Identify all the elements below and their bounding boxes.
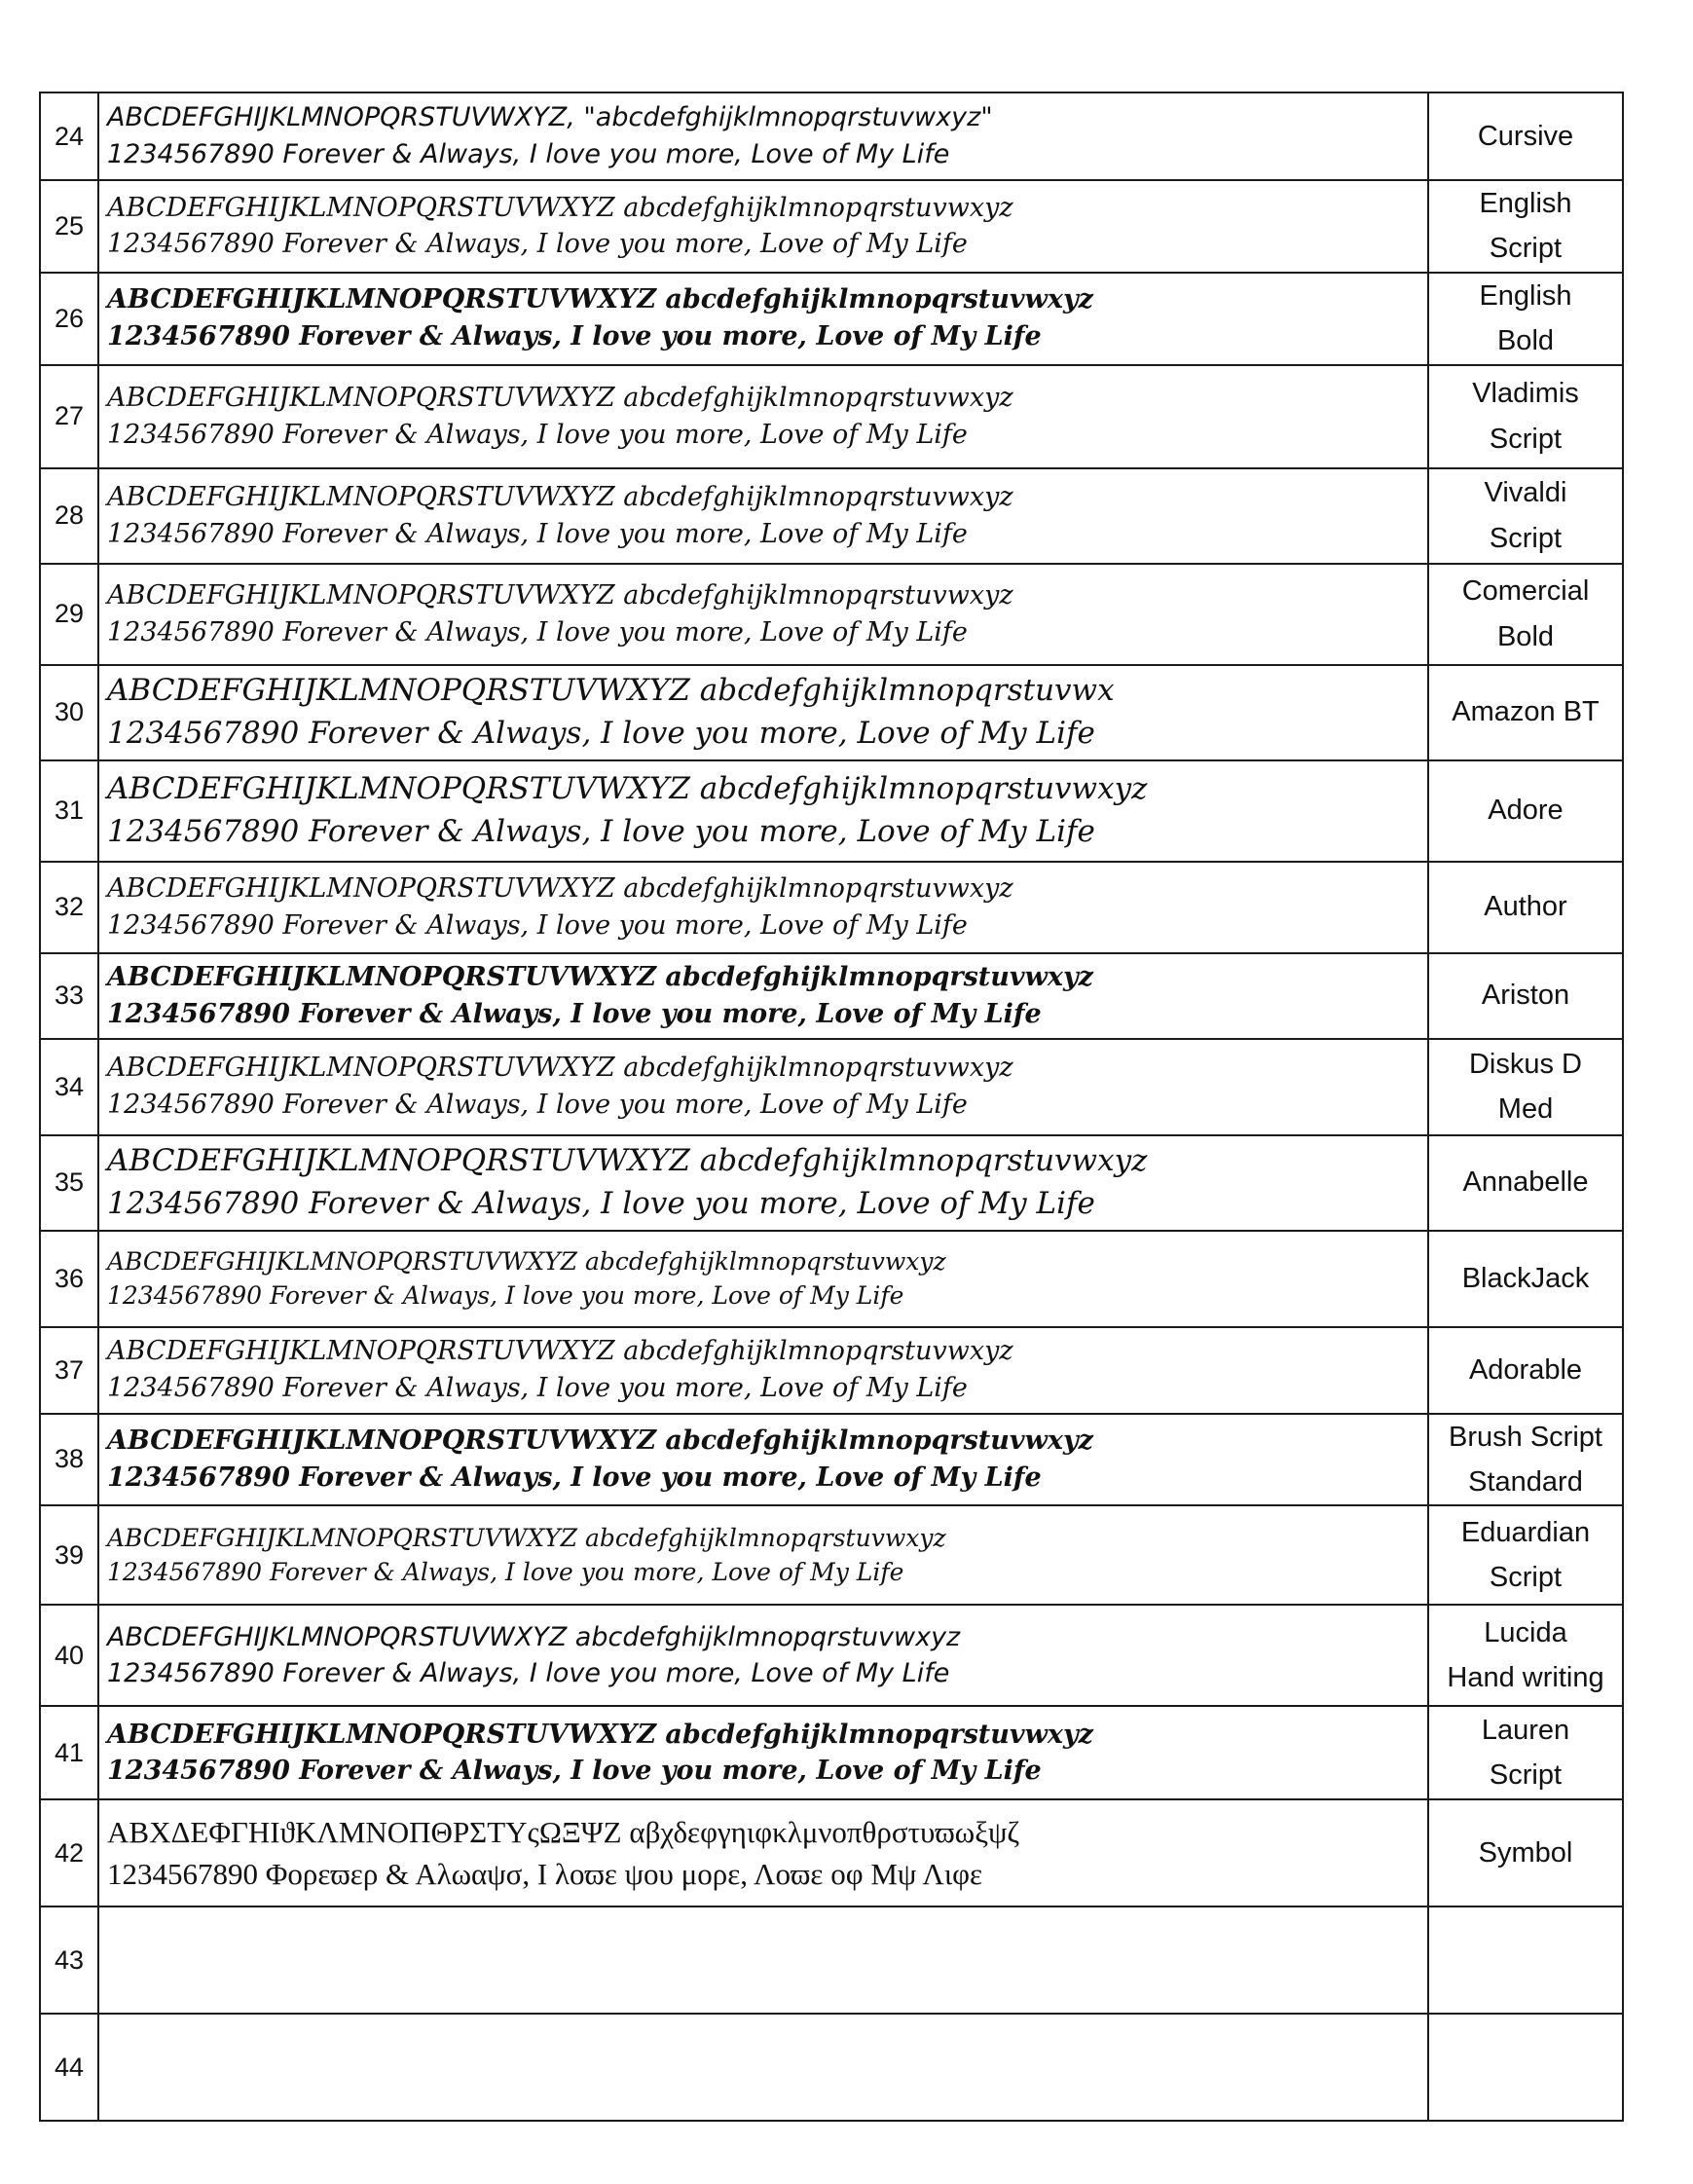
font-name-line2: Script: [1489, 522, 1563, 554]
sample-phrase-line: 1234567890 Forever & Always, I love you more, Love of My Life: [107, 518, 968, 549]
sample-alphabet-line: ABCDEFGHIJKLMNOPQRSTUVWXYZ abcdefghijklmnopqrstuvwxyz: [107, 1053, 1013, 1084]
font-sample: [98, 468, 1428, 564]
font-sample: [98, 1906, 1428, 2014]
font-sample: [98, 564, 1428, 665]
font-name-cell: [1428, 665, 1623, 760]
font-name-line2: Standard: [1468, 1465, 1583, 1498]
table-row: [40, 1505, 1623, 1605]
sample-phrase-line: 1234567890 Forever & Always, I love you more, Love of My Life: [107, 813, 1095, 849]
font-name-line2: Script: [1489, 1759, 1563, 1792]
sample-alphabet-line: ABCDEFGHIJKLMNOPQRSTUVWXYZ abcdefghijklmnopqrstuvwxyz: [107, 1524, 946, 1553]
table-row: [40, 953, 1623, 1039]
sample-alphabet-line: ABCDEFGHIJKLMNOPQRSTUVWXYZ abcdefghijklmnopqrstuvwxyz: [107, 1247, 946, 1277]
table-row: [40, 93, 1623, 180]
sample-alphabet-line: ABCDEFGHIJKLMNOPQRSTUVWXYZ abcdefghijklmnopqrstuvwxyz: [107, 1336, 1013, 1367]
table-row: [40, 1231, 1623, 1327]
font-sample: [98, 1505, 1428, 1605]
font-name-cell: [1428, 1799, 1623, 1906]
font-name: Symbol: [1478, 1837, 1573, 1869]
font-name-cell: [1428, 1906, 1623, 2014]
sample-phrase-line: 1234567890 Forever & Always, I love you more, Love of My Life: [107, 715, 1095, 751]
table-row: [40, 862, 1623, 953]
table-row: [40, 1414, 1623, 1506]
sample-alphabet-line: ABCDEFGHIJKLMNOPQRSTUVWXYZ abcdefghijklmnopqrstuvwxyz: [107, 1621, 961, 1652]
font-sample: [98, 1135, 1428, 1231]
sample-phrase-line: 1234567890 Forever & Always, I love you more, Love of My Life: [107, 1281, 904, 1311]
font-name: Vivaldi: [1484, 477, 1567, 509]
font-sample: [98, 1414, 1428, 1506]
sample-phrase-line: 1234567890 Forever & Always, I love you more, Love of My Life: [107, 1658, 950, 1689]
font-name-cell: [1428, 1706, 1623, 1799]
font-sample-table: [39, 92, 1624, 2122]
font-name-cell: [1428, 180, 1623, 273]
row-number: 40: [40, 1605, 98, 1706]
font-name-line2: Script: [1489, 233, 1563, 265]
table-row: [40, 1706, 1623, 1799]
font-name: English: [1479, 188, 1572, 219]
row-number: 42: [40, 1799, 98, 1906]
table-row: [40, 180, 1623, 273]
font-name: Diskus D: [1468, 1048, 1582, 1080]
font-name-cell: [1428, 564, 1623, 665]
font-sample: [98, 273, 1428, 365]
row-number: 37: [40, 1327, 98, 1414]
sample-alphabet-line: ABCDEFGHIJKLMNOPQRSTUVWXYZ abcdefghijklmnopqrstuvwxyz: [107, 382, 1013, 413]
sample-phrase-line: 1234567890 Forever & Always, I love you more, Love of My Life: [107, 321, 1042, 352]
font-name-line2: Bold: [1496, 620, 1555, 652]
font-name-cell: [1428, 365, 1623, 468]
table-row: [40, 1135, 1623, 1231]
font-name: Comercial: [1461, 575, 1590, 608]
font-name: Author: [1484, 891, 1567, 923]
font-sample: [98, 93, 1428, 180]
row-number: 34: [40, 1039, 98, 1135]
font-name: Amazon BT: [1452, 696, 1600, 728]
font-name: Brush Script: [1449, 1421, 1602, 1453]
font-name-line2: Bold: [1496, 325, 1555, 357]
sample-phrase-line: 1234567890 Forever & Always, I love you more, Love of My Life: [107, 1090, 968, 1121]
table-row: [40, 665, 1623, 760]
sample-phrase-line: 1234567890 Forever & Always, I love you more, Love of My Life: [107, 909, 968, 941]
font-sample: [98, 1706, 1428, 1799]
font-name-cell: [1428, 1505, 1623, 1605]
font-name-cell: [1428, 93, 1623, 180]
row-number: 31: [40, 760, 98, 862]
row-number: 29: [40, 564, 98, 665]
font-name: Lucida: [1484, 1616, 1567, 1648]
sample-alphabet-line: ABCDEFGHIJKLMNOPQRSTUVWXYZ abcdefghijklmnopqrstuvwxyz: [107, 872, 1013, 904]
font-name-cell: [1428, 2014, 1623, 2121]
row-number: 26: [40, 273, 98, 365]
row-number: 44: [40, 2014, 98, 2121]
row-number: 38: [40, 1414, 98, 1506]
font-name-cell: [1428, 1135, 1623, 1231]
font-sample: [98, 1327, 1428, 1414]
sample-phrase-line: 1234567890 Forever & Always, I love you more, Love of My Life: [107, 1558, 904, 1587]
row-number: 28: [40, 468, 98, 564]
font-name: Cursive: [1477, 120, 1574, 152]
sample-alphabet-line: ABCDEFGHIJKLMNOPQRSTUVWXYZ abcdefghijklmnopqrstuvwxyz: [107, 1425, 1093, 1457]
font-sample: [98, 2014, 1428, 2121]
font-name: Adorable: [1468, 1353, 1583, 1386]
sample-phrase-line: 1234567890 Φορεϖερ & Αλωαψσ, Ι λοϖε ψου μορε, Λοϖε οφ Μψ Λιφε: [107, 1857, 983, 1892]
font-name-cell: [1428, 1039, 1623, 1135]
sample-alphabet-line: ABCDEFGHIJKLMNOPQRSTUVWXYZ, "abcdefghijklmnopqrstuvwxyz": [107, 102, 993, 133]
font-name: Vladimis: [1472, 378, 1579, 410]
font-name: English: [1479, 279, 1572, 312]
font-name: Eduardian: [1460, 1516, 1591, 1548]
sample-phrase-line: 1234567890 Forever & Always, I love you more, Love of My Life: [107, 616, 968, 648]
sample-alphabet-line: ABCDEFGHIJKLMNOPQRSTUVWXYZ abcdefghijklmnopqrstuvwxyz: [107, 771, 1148, 807]
sample-phrase-line: 1234567890 Forever & Always, I love you more, Love of My Life: [107, 229, 968, 260]
font-sample: [98, 180, 1428, 273]
font-name: BlackJack: [1461, 1262, 1590, 1294]
row-number: 33: [40, 953, 98, 1039]
table-row: [40, 564, 1623, 665]
font-name-cell: [1428, 1414, 1623, 1506]
sample-alphabet-line: ΑΒΧΔΕΦΓΗΙϑΚΛΜΝΟΠΘΡΣΤΥςΩΞΨΖ αβχδεφγηιφκλμνοπθρστυϖωξψζ: [107, 1814, 1020, 1849]
table-row: [40, 760, 1623, 862]
sample-phrase-line: 1234567890 Forever & Always, I love you more, Love of My Life: [107, 1373, 968, 1404]
font-name-cell: [1428, 953, 1623, 1039]
sample-alphabet-line: ABCDEFGHIJKLMNOPQRSTUVWXYZ abcdefghijklmnopqrstuvwxyz: [107, 1719, 1093, 1750]
table-row: [40, 1906, 1623, 2014]
sample-phrase-line: 1234567890 Forever & Always, I love you more, Love of My Life: [107, 998, 1042, 1029]
font-name-line2: Script: [1489, 1562, 1563, 1594]
font-name-cell: [1428, 760, 1623, 862]
row-number: 43: [40, 1906, 98, 2014]
row-number: 24: [40, 93, 98, 180]
font-sample: [98, 1039, 1428, 1135]
font-name: Lauren: [1481, 1714, 1570, 1746]
row-number: 36: [40, 1231, 98, 1327]
font-sample: [98, 760, 1428, 862]
font-sample: [98, 862, 1428, 953]
sample-alphabet-line: ABCDEFGHIJKLMNOPQRSTUVWXYZ abcdefghijklmnopqrstuvwxyz: [107, 481, 1013, 512]
row-number: 41: [40, 1706, 98, 1799]
sample-phrase-line: 1234567890 Forever & Always, I love you more, Love of My Life: [107, 1185, 1095, 1221]
table-row: [40, 1605, 1623, 1706]
font-sample: [98, 1799, 1428, 1906]
table-row: [40, 2014, 1623, 2121]
font-sample: [98, 665, 1428, 760]
sample-alphabet-line: ABCDEFGHIJKLMNOPQRSTUVWXYZ abcdefghijklmnopqrstuvwxyz: [107, 961, 1093, 992]
sample-alphabet-line: ABCDEFGHIJKLMNOPQRSTUVWXYZ abcdefghijklmnopqrstuvwxyz: [107, 579, 1013, 611]
font-name-cell: [1428, 862, 1623, 953]
sample-alphabet-line: ABCDEFGHIJKLMNOPQRSTUVWXYZ abcdefghijklmnopqrstuvwxyz: [107, 1143, 1148, 1179]
font-name-line2: Med: [1497, 1093, 1554, 1126]
table-row: [40, 468, 1623, 564]
row-number: 35: [40, 1135, 98, 1231]
font-name-cell: [1428, 1327, 1623, 1414]
font-name-cell: [1428, 468, 1623, 564]
font-sample: [98, 1605, 1428, 1706]
row-number: 25: [40, 180, 98, 273]
font-name-line2: Hand writing: [1447, 1662, 1604, 1694]
sample-alphabet-line: ABCDEFGHIJKLMNOPQRSTUVWXYZ abcdefghijklmnopqrstuvwx: [107, 673, 1115, 709]
font-name-cell: [1428, 1231, 1623, 1327]
font-name: Adore: [1488, 795, 1564, 827]
table-row: [40, 1799, 1623, 1906]
table-row: [40, 1327, 1623, 1414]
row-number: 39: [40, 1505, 98, 1605]
font-name-cell: [1428, 273, 1623, 365]
font-sample: [98, 953, 1428, 1039]
table-row: [40, 273, 1623, 365]
sample-phrase-line: 1234567890 Forever & Always, I love you more, Love of My Life: [107, 419, 968, 450]
sample-alphabet-line: ABCDEFGHIJKLMNOPQRSTUVWXYZ abcdefghijklmnopqrstuvwxyz: [107, 192, 1013, 223]
row-number: 32: [40, 862, 98, 953]
sample-alphabet-line: ABCDEFGHIJKLMNOPQRSTUVWXYZ abcdefghijklmnopqrstuvwxyz: [107, 284, 1093, 315]
font-name-cell: [1428, 1605, 1623, 1706]
sample-phrase-line: 1234567890 Forever & Always, I love you more, Love of My Life: [107, 139, 950, 169]
font-name: Annabelle: [1462, 1166, 1589, 1199]
sample-phrase-line: 1234567890 Forever & Always, I love you more, Love of My Life: [107, 1462, 1042, 1493]
font-name: Ariston: [1481, 980, 1570, 1012]
row-number: 27: [40, 365, 98, 468]
font-name-line2: Script: [1489, 423, 1563, 455]
table-row: [40, 1039, 1623, 1135]
sample-phrase-line: 1234567890 Forever & Always, I love you more, Love of My Life: [107, 1756, 1042, 1787]
font-sample: [98, 365, 1428, 468]
row-number: 30: [40, 665, 98, 760]
table-row: [40, 365, 1623, 468]
font-sample: [98, 1231, 1428, 1327]
